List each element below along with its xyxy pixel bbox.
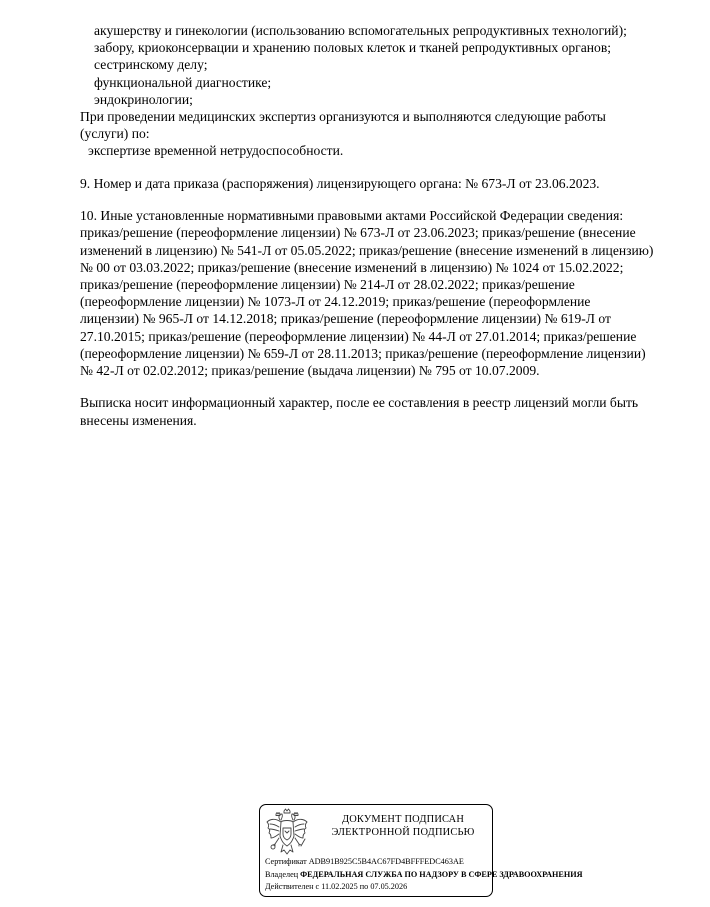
document-body [80,22,680,429]
expertise-intro-line-2: (услуги) по: [80,126,150,142]
activity-item-nursing: сестринскому делу; [94,57,208,73]
valid-from-label: Действителен с [265,882,320,892]
activity-item-cryopreservation: забору, криоконсервации и хранению половых клеток и тканей репродуктивных органов; [94,40,612,56]
certificate-label: Сертификат [265,857,307,866]
stamp-title-line-1: ДОКУМЕНТ ПОДПИСАН [341,814,465,825]
expertise-item: экспертизе временной нетрудоспособности. [88,143,344,159]
stamp-title-line-2: ЭЛЕКТРОННОЙ ПОДПИСЬЮ [331,826,475,838]
electronic-signature-stamp [259,804,583,897]
stamp-title [318,814,488,839]
section-10-line: изменений в лицензию) № 541-Л от 05.05.2022; приказ/решение (внесение изменений в лицензию) [80,242,654,258]
section-10-line: 27.10.2015; приказ/решение (переоформление лицензии) № 44-Л от 27.01.2014; приказ/решение [80,328,637,344]
section-10-line: (переоформление лицензии) № 659-Л от 28.11.2013; приказ/решение (переоформление лицензии) [80,345,646,361]
stamp-meta [265,856,583,894]
footer-note-line-2: внесены изменения. [80,412,197,428]
owner-label: Владелец [265,869,299,879]
section-10-line: № 42-Л от 02.02.2012; приказ/решение (выдача лицензии) № 795 от 10.07.2009. [80,363,540,379]
section-10-line: приказ/решение (переоформление лицензии) № 673-Л от 23.06.2023; приказ/решение (внесение [80,225,636,241]
section-9-order-number: 9. Номер и дата приказа (распоряжения) лицензирующего органа: № 673-Л от 23.06.2023. [80,175,600,191]
footer-note-line-1: Выписка носит информационный характер, после ее составления в реестр лицензий могли быть [80,395,639,411]
paragraph-gap [80,192,680,207]
certificate-value: ADB91B925C5B4AC67FD4BFFFEDC463AE [308,857,464,866]
valid-to-date: 07.05.2026 [370,882,408,892]
activity-item-endocrinology: эндокринологии; [94,91,193,107]
validity-row [265,881,497,894]
owner-value: ФЕДЕРАЛЬНАЯ СЛУЖБА ПО НАДЗОРУ В СФЕРЕ ЗДРАВООХРАНЕНИЯ [300,869,583,879]
valid-to-label: по [359,882,369,892]
section-10-line: № 00 от 03.03.2022; приказ/решение (внесение изменений в лицензию) № 1024 от 15.02.2022; [80,259,624,275]
owner-row [265,869,583,882]
section-10-line: лицензии) № 965-Л от 14.12.2018; приказ/решение (переоформление лицензии) № 619-Л от [80,311,611,327]
activity-item-obstetrics: акушерству и гинекологии (использованию вспомогательных репродуктивных технологий); [94,23,627,38]
russian-coat-of-arms-emblem-icon [265,808,309,856]
paragraph-gap [80,160,680,175]
certificate-row [265,856,497,869]
section-10-line: (переоформление лицензии) № 1073-Л от 24.12.2019; приказ/решение (переоформление [80,294,591,310]
section-10-line: 10. Иные установленные нормативными правовыми актами Российской Федерации сведения: [80,208,624,224]
expertise-intro-line-1: При проведении медицинских экспертиз организуются и выполняются следующие работы [80,109,606,125]
section-10-line: приказ/решение (переоформление лицензии) № 214-Л от 28.02.2022; приказ/решение [80,277,575,293]
valid-from-date: 11.02.2025 [321,882,358,892]
activity-item-functional-diagnostics: функциональной диагностике; [94,74,272,90]
paragraph-gap [80,379,680,394]
